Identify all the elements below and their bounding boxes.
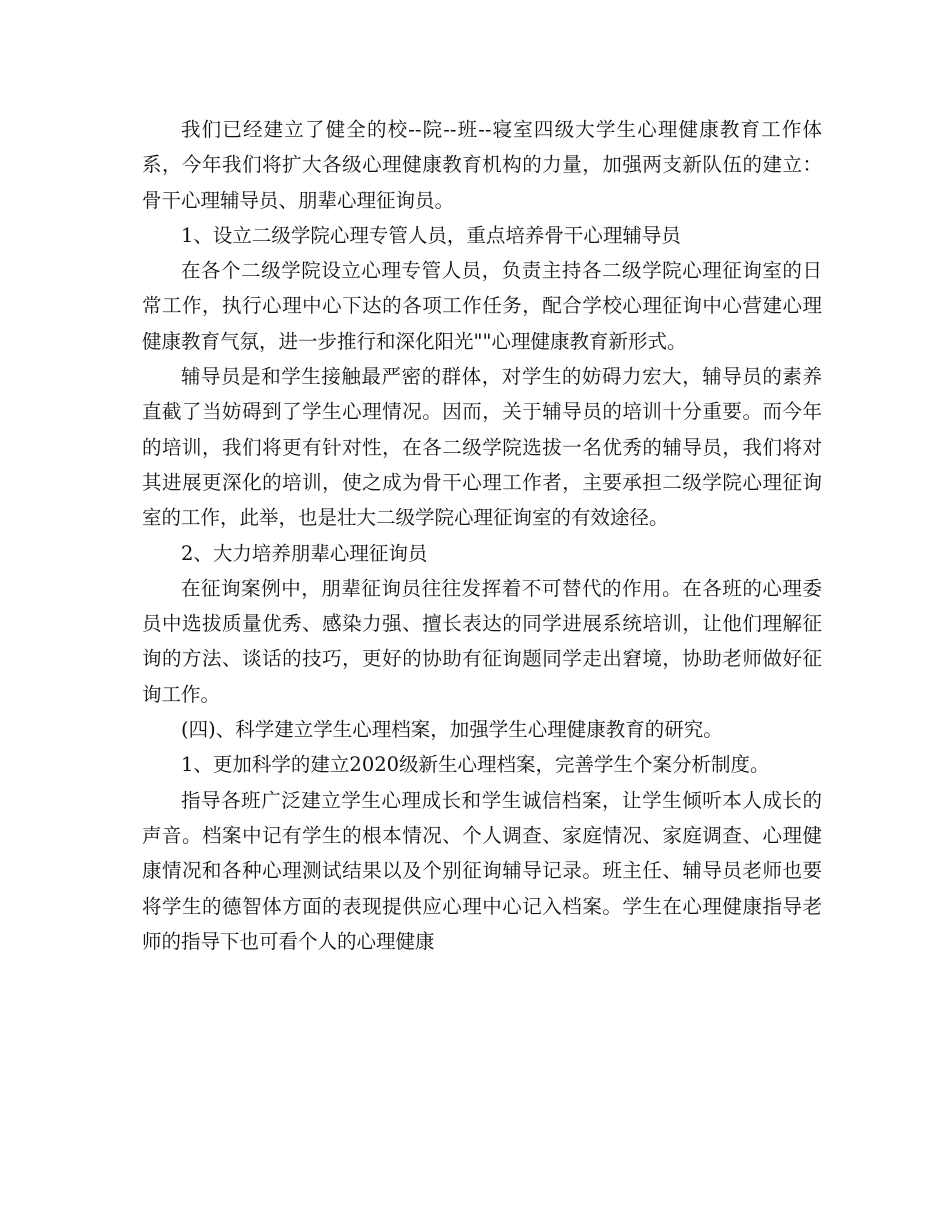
paragraph-counselor-staff: 在各个二级学院设立心理专管人员，负责主持各二级学院心理征询室的日常工作，执行心理中心下达的各项工作任务，配合学校心理征询中心营建心理健康教育气氛，进一步推行和深化阳光""心理健康教育新形式。 (142, 259, 822, 353)
heading-item-1-archives: 1、更加科学的建立2020级新生心理档案，完善学生个案分析制度。 (181, 753, 770, 777)
heading-item-2: 2、大力培养朋辈心理征询员 (181, 541, 428, 565)
heading-item-1: 1、设立二级学院心理专管人员，重点培养骨干心理辅导员 (181, 223, 681, 247)
section-heading-4: (四)、科学建立学生心理档案，加强学生心理健康教育的研究。 (181, 718, 723, 742)
paragraph-archives: 指导各班广泛建立学生心理成长和学生诚信档案，让学生倾听本人成长的声音。档案中记有学生的根本情况、个人调查、家庭情况、家庭调查、心理健康情况和各种心理测试结果以及个别征询辅导记录。班主任、辅导员老师也要将学生的德智体方面的表现提供应心理中心记入档案。学生在心理健康指导老师的指导下也可看个人的心理健康 (142, 788, 822, 953)
paragraph-intro: 我们已经建立了健全的校--院--班--寝室四级大学生心理健康教育工作体系，今年我们将扩大各级心理健康教育机构的力量，加强两支新队伍的建立：骨干心理辅导员、朋辈心理征询员。 (142, 118, 822, 212)
paragraph-peer-counselors: 在征询案例中，朋辈征询员往往发挥着不可替代的作用。在各班的心理委员中选拔质量优秀、感染力强、擅长表达的同学进展系统培训，让他们理解征询的方法、谈话的技巧，更好的协助有征询题同学走出窘境，协助老师做好征询工作。 (142, 576, 822, 706)
document-body (142, 112, 822, 959)
paragraph-counselor-training: 辅导员是和学生接触最严密的群体，对学生的妨碍力宏大，辅导员的素养直截了当妨碍到了学生心理情况。因而，关于辅导员的培训十分重要。而今年的培训，我们将更有针对性，在各二级学院选拔一名优秀的辅导员，我们将对其进展更深化的培训，使之成为骨干心理工作者，主要承担二级学院心理征询室的工作，此举，也是壮大二级学院心理征询室的有效途径。 (142, 365, 822, 530)
